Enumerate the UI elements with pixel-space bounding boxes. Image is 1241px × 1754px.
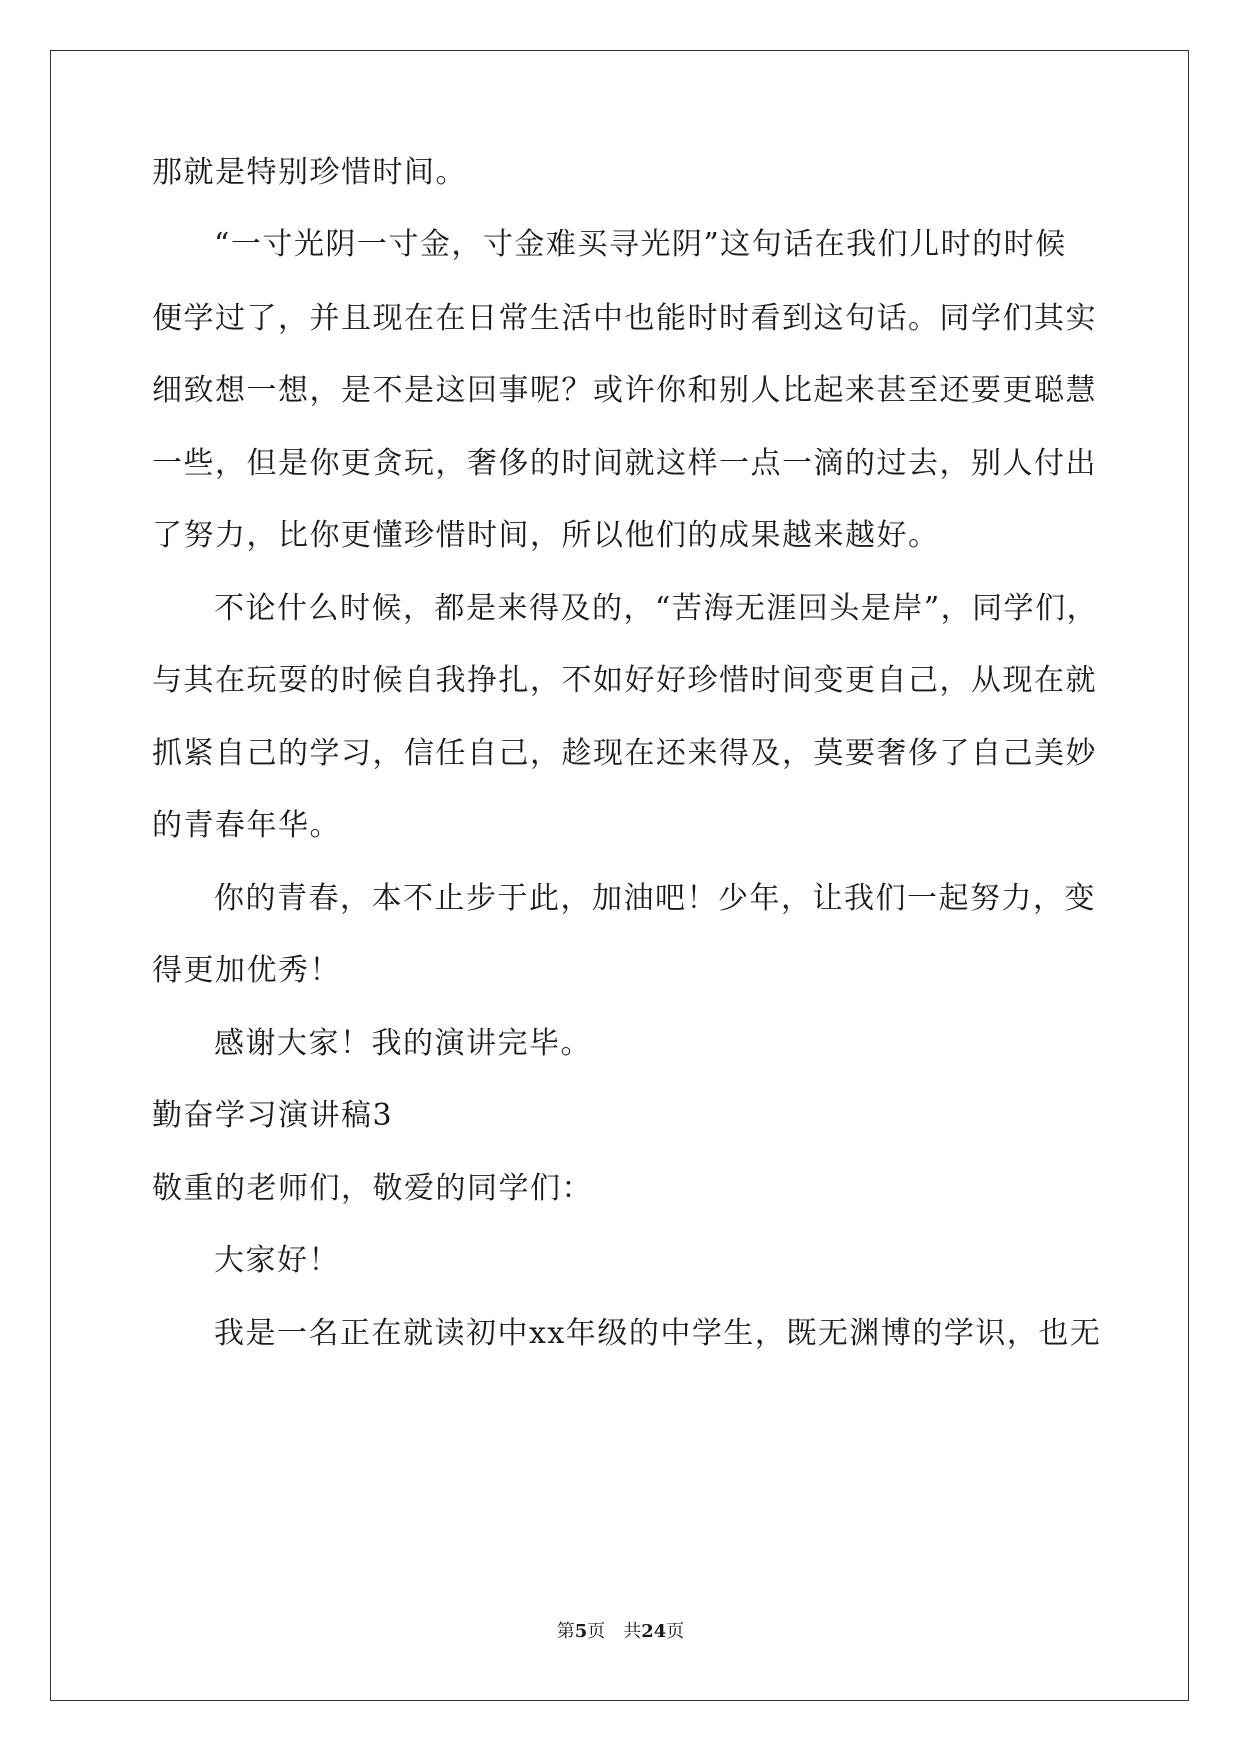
body-line: 与其在玩耍的时候自我挣扎，不如好好珍惜时间变更自己，从现在就: [152, 663, 1097, 698]
greeting: 大家好！: [214, 1243, 340, 1278]
body-line: 那就是特别珍惜时间。: [152, 155, 467, 190]
paragraph-first-line: 不论什么时候，都是来得及的，“苦海无涯回头是岸”，同学们，: [214, 591, 1099, 626]
total-pages: 24: [641, 1621, 667, 1642]
body-line: 一些，但是你更贪玩，奢侈的时间就这样一点一滴的过去，别人付出: [152, 446, 1097, 481]
body-line: 的青春年华。: [152, 808, 341, 843]
page-number: 5: [574, 1621, 588, 1642]
paragraph-first-line: “一寸光阴一寸金，寸金难买寻光阴”这句话在我们儿时的时候: [214, 227, 1067, 262]
footer-prefix: 第: [556, 1621, 575, 1642]
body-line: 抓紧自己的学习，信任自己，趁现在还来得及，莫要奢侈了自己美妙: [152, 736, 1097, 771]
body-line: 细致想一想，是不是这回事呢？或许你和别人比起来甚至还要更聪慧: [152, 373, 1097, 408]
footer-suffix: 页: [666, 1621, 685, 1642]
section-heading: 勤奋学习演讲稿3: [152, 1098, 394, 1133]
salutation: 敬重的老师们，敬爱的同学们：: [152, 1171, 593, 1206]
page-footer: [0, 1622, 1241, 1642]
body-line: 了努力，比你更懂珍惜时间，所以他们的成果越来越好。: [152, 518, 940, 553]
paragraph-first-line: 你的青春，本不止步于此，加油吧！少年，让我们一起努力，变: [214, 881, 1096, 916]
page-border: [50, 50, 1189, 1701]
body-line: 得更加优秀！: [152, 953, 341, 988]
footer-middle: 页 共: [587, 1621, 642, 1642]
body-line: 便学过了，并且现在在日常生活中也能时时看到这句话。同学们其实: [152, 301, 1097, 336]
paragraph-first-line: 我是一名正在就读初中xx年级的中学生，既无渊博的学识，也无: [214, 1316, 1102, 1351]
paragraph-first-line: 感谢大家！我的演讲完毕。: [214, 1026, 592, 1061]
